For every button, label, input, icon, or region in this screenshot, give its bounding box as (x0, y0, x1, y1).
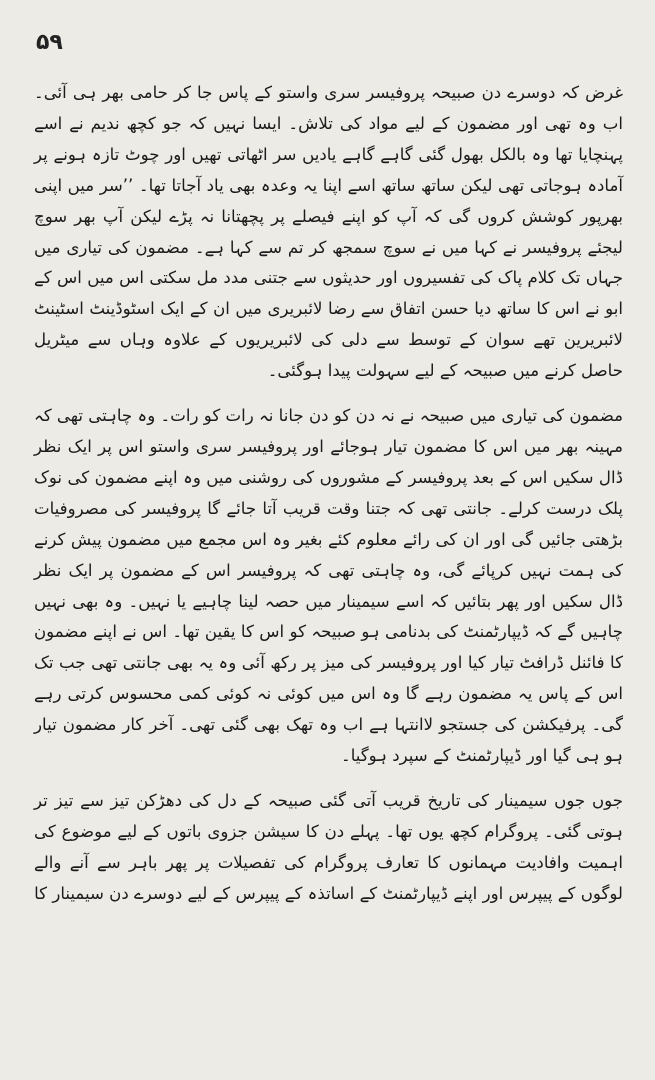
page-number: ۵۹ (36, 30, 63, 55)
paragraph-3: جوں جوں سیمینار کی تاریخ قریب آتی گئی صبیحہ کے دل کی دھڑکن تیز سے تیز تر ہوتی گئی۔ پروگرام کچھ یوں تھا۔ پہلے دن کا سیشن جزوی باتوں کے لیے موضوع کی اہمیت وافادیت مہمانوں کا تعارف پروگرام کی تفصیلات پر پھر باہر سے آنے والے لوگوں کے پیپرس اور اپنے ڈیپارٹمنٹ کے اساتذہ کے پیپرس کے لیے دوسرے دن سیمینار کا (34, 790, 623, 903)
paragraph-2: مضمون کی تیاری میں صبیحہ نے نہ دن کو دن جانا نہ رات کو رات۔ وہ چاہتی تھی کہ مہینہ بھر میں اس کا مضمون تیار ہوجائے اور پروفیسر سری واستو اس پر ایک نظر ڈال سکیں اس کے بعد پروفیسر کے مشوروں کی روشنی میں وہ اپنے مضمون کی نوک پلک درست کرلے۔ جانتی تھی کہ جتنا وقت قریب آتا جائے گا پروفیسر کی مصروفیات بڑھتی جائیں گی اور ان کی رائے معلوم کئے بغیر وہ اس مجمع میں مضمون پیش کرنے کی ہمت نہیں کرپائے گی، وہ چاہتی تھی کہ پروفیسر اس کے مضمون پر ایک نظر ڈال سکیں اور پھر بتائیں کہ اسے سیمینار میں حصہ لینا چاہیے یا نہیں۔ وہ بھی نہیں چاہیں گے کہ ڈیپارٹمنٹ کی بدنامی ہو صبیحہ کو اس کا یقین تھا۔ اس نے اپنے مضمون کا فائنل ڈرافٹ تیار کیا اور پروفیسر کی میز پر رکھ آئی وہ یہ بھی جانتی تھی جب تک اس کے پاس یہ مضمون رہے گا وہ اس میں کوئی نہ کوئی کمی محسوس کرتی رہے گی۔ پرفیکشن کی جستجو لاانتہا ہے اب وہ تھک بھی گئی تھی۔ آخر کار مضمون تیار ہو ہی گیا اور ڈیپارٹمنٹ کے سپرد ہوگیا۔ (34, 406, 623, 766)
page-body-text (34, 78, 623, 910)
paragraph-1: غرض کہ دوسرے دن صبیحہ پروفیسر سری واستو کے پاس جا کر حامی بھر ہی آئی۔ اب وہ تھی اور مضمون کے لیے مواد کی تلاش۔ ایسا نہیں کہ جو کچھ ندیم نے اسے پہنچایا تھا وہ بالکل بھول گئی گاہے گاہے یادیں سر اٹھاتی تھیں اور چوٹ تازہ ہونے پر آمادہ ہوجاتی تھی لیکن ساتھ ساتھ اسے اپنا یہ وعدہ بھی یاد آجاتا تھا۔ ’’سر میں اپنی بھرپور کوشش کروں گی کہ آپ کو اپنے فیصلے پر پچھتانا نہ پڑے لیکن آپ بھر سوچ لیجئے پروفیسر نے کہا میں نے سوچ سمجھ کر تم سے کہا ہے۔ مضمون کی تیاری میں جہاں تک کلام پاک کی تفسیروں اور حدیثوں سے جتنی مدد مل سکتی اس میں اس کے ابو نے اس کا ساتھ دیا حسن اتفاق سے رضا لائبریری میں ان کے ایک اسٹوڈینٹ اسٹینٹ لائبریرین تھے سوان کے توسط سے دلی کی لائبریریوں کے علاوہ وہاں سے میٹریل حاصل کرنے میں صبیحہ کے لیے سہولت پیدا ہوگئی۔ (34, 83, 623, 381)
